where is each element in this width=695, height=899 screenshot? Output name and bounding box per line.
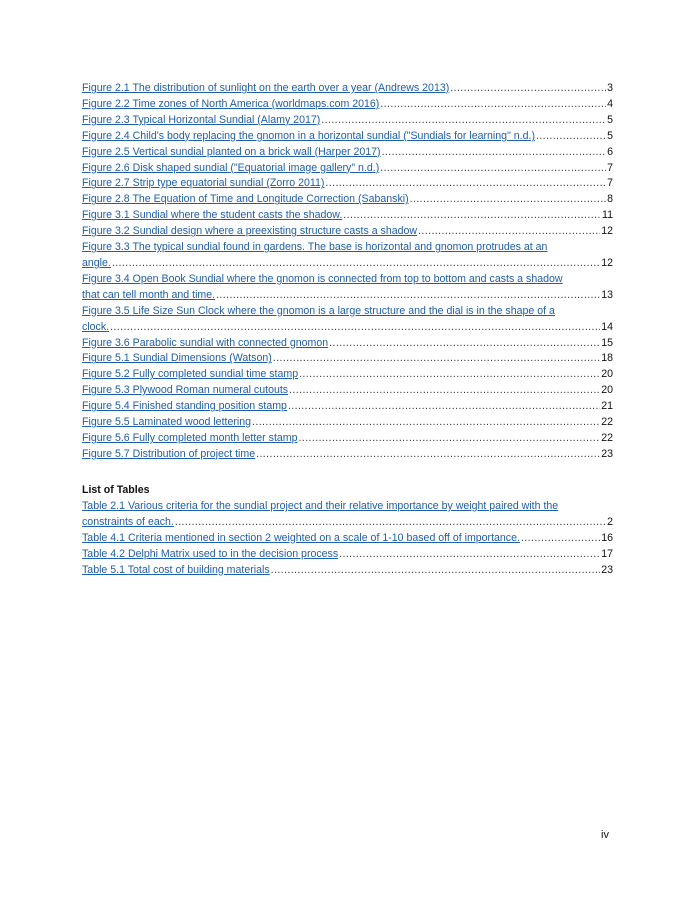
toc-link[interactable]: Figure 5.4 Finished standing position stamp <box>82 400 287 413</box>
toc-link[interactable]: Figure 2.1 The distribution of sunlight on the earth over a year (Andrews 2013) <box>82 82 450 94</box>
toc-entry <box>82 192 613 208</box>
dot-leader <box>321 113 606 129</box>
toc-page-number: 21 <box>601 400 613 413</box>
toc-page-number: 3 <box>607 82 613 94</box>
toc-link[interactable]: Figure 3.1 Sundial where the student casts the shadow. <box>82 209 343 222</box>
toc-entry <box>82 208 613 224</box>
toc-link[interactable]: Table 5.1 Total cost of building materials <box>82 563 270 576</box>
toc-entry <box>82 113 613 129</box>
toc-entry <box>82 383 613 399</box>
toc-entry <box>82 176 613 192</box>
dot-leader <box>252 415 600 431</box>
toc-page-number: 2 <box>607 515 613 528</box>
toc-link[interactable]: Figure 5.1 Sundial Dimensions (Watson) <box>82 352 272 365</box>
dot-leader <box>418 224 600 240</box>
toc-link[interactable]: Figure 2.6 Disk shaped sundial ("Equatorial image gallery" n.d.) <box>82 161 380 174</box>
dot-leader <box>329 336 600 352</box>
toc-link[interactable]: Figure 3.2 Sundial design where a preexisting structure casts a shadow <box>82 225 418 238</box>
toc-entry <box>82 224 613 240</box>
toc-entry <box>82 336 613 352</box>
toc-link[interactable]: Figure 3.6 Parabolic sundial with connected gnomon <box>82 336 329 349</box>
toc-entry <box>82 129 613 145</box>
toc-link[interactable]: Figure 2.4 Child's body replacing the gnomon in a horizontal sundial ("Sundials for learning" n.d.) <box>82 129 535 142</box>
toc-entry <box>82 81 613 97</box>
toc-page-number: 14 <box>601 320 613 333</box>
toc-link[interactable]: constraints of each. <box>82 515 174 528</box>
toc-page-number: 12 <box>601 225 613 238</box>
toc-entry <box>82 97 613 113</box>
toc-link[interactable]: Table 4.1 Criteria mentioned in section 2 weighted on a scale of 1-10 based off of importance. <box>82 531 520 544</box>
toc-entry <box>82 240 613 272</box>
toc-page-number: 6 <box>607 145 613 158</box>
toc-link-line[interactable]: Table 2.1 Various criteria for the sundial project and their relative importance by weight paired with the <box>82 500 559 512</box>
dot-leader <box>175 515 606 531</box>
toc-link[interactable]: Figure 5.7 Distribution of project time <box>82 447 256 460</box>
dot-leader <box>112 256 600 272</box>
toc-page-number: 23 <box>601 563 613 576</box>
toc-link[interactable]: Figure 2.5 Vertical sundial planted on a brick wall (Harper 2017) <box>82 145 381 158</box>
toc-link[interactable]: Figure 2.8 The Equation of Time and Longitude Correction (Sabanski) <box>82 193 409 206</box>
toc-entry <box>82 415 613 431</box>
toc-entry <box>82 563 613 579</box>
dot-leader <box>289 383 600 399</box>
toc-page-number: 22 <box>601 416 613 429</box>
page-number: iv <box>601 829 609 841</box>
toc-link[interactable]: Figure 5.2 Fully completed sundial time stamp <box>82 368 299 381</box>
list-of-tables <box>82 482 613 579</box>
toc-page-number: 15 <box>601 336 613 349</box>
toc-page-number: 16 <box>601 531 613 544</box>
toc-page-number: 20 <box>601 384 613 397</box>
toc-page-number: 11 <box>602 209 613 222</box>
toc-entry <box>82 547 613 563</box>
dot-leader <box>380 161 606 177</box>
dot-leader <box>410 192 606 208</box>
dot-leader <box>256 447 600 463</box>
dot-leader <box>273 351 600 367</box>
dot-leader <box>288 399 600 415</box>
toc-page-number: 4 <box>607 97 613 110</box>
toc-entry <box>82 272 613 304</box>
toc-link[interactable]: Figure 2.2 Time zones of North America (worldmaps.com 2016) <box>82 97 380 110</box>
toc-page-number: 22 <box>601 431 613 444</box>
toc-entry <box>82 399 613 415</box>
toc-link[interactable]: Figure 5.5 Laminated wood lettering <box>82 416 252 429</box>
dot-leader <box>216 288 600 304</box>
toc-entry <box>82 367 613 383</box>
toc-page-number: 5 <box>607 113 613 126</box>
list-of-figures <box>82 81 613 463</box>
toc-link[interactable]: Figure 2.7 Strip type equatorial sundial (Zorro 2011) <box>82 177 325 190</box>
toc-page-number: 5 <box>607 129 613 142</box>
toc-page-number: 23 <box>601 447 613 460</box>
toc-link[interactable]: Figure 5.6 Fully completed month letter stamp <box>82 431 298 444</box>
toc-entry <box>82 161 613 177</box>
toc-page-number: 12 <box>601 256 613 269</box>
toc-link[interactable]: that can tell month and time. <box>82 288 216 301</box>
dot-leader <box>450 81 606 97</box>
dot-leader <box>110 320 600 336</box>
toc-link-line[interactable]: Figure 3.5 Life Size Sun Clock where the gnomon is a large structure and the dial is in the shape of a <box>82 304 555 317</box>
toc-page-number: 17 <box>601 547 613 560</box>
dot-leader <box>271 563 601 579</box>
toc-link-line[interactable]: Figure 3.4 Open Book Sundial where the gnomon is connected from top to bottom and casts a shadow <box>82 272 563 285</box>
dot-leader <box>299 367 600 383</box>
toc-link[interactable]: clock. <box>82 320 110 333</box>
dot-leader <box>325 176 606 192</box>
toc-page-number: 20 <box>601 368 613 381</box>
dot-leader <box>536 129 606 145</box>
toc-page-number: 18 <box>601 352 613 365</box>
dot-leader <box>339 547 600 563</box>
toc-entry <box>82 499 613 531</box>
toc-entry <box>82 351 613 367</box>
list-of-tables-heading: List of Tables <box>82 484 150 496</box>
toc-entry <box>82 531 613 547</box>
toc-link[interactable]: angle. <box>82 256 111 269</box>
toc-page-number: 8 <box>607 193 613 206</box>
dot-leader <box>380 97 606 113</box>
dot-leader <box>382 145 607 161</box>
toc-entry <box>82 304 613 336</box>
dot-leader <box>299 431 601 447</box>
toc-link[interactable]: Figure 2.3 Typical Horizontal Sundial (Alamy 2017) <box>82 113 321 126</box>
toc-entry <box>82 447 613 463</box>
toc-entry <box>82 145 613 161</box>
toc-page-number: 7 <box>607 177 613 190</box>
toc-page-number: 7 <box>607 161 613 174</box>
dot-leader <box>521 531 600 547</box>
dot-leader <box>343 208 601 224</box>
toc-page-number: 13 <box>601 288 613 301</box>
toc-link[interactable]: Figure 5.3 Plywood Roman numeral cutouts <box>82 384 289 397</box>
toc-entry <box>82 431 613 447</box>
toc-link-line[interactable]: Figure 3.3 The typical sundial found in gardens. The base is horizontal and gnomon protrudes at an <box>82 241 548 254</box>
toc-link[interactable]: Table 4.2 Delphi Matrix used to in the decision process <box>82 547 339 560</box>
